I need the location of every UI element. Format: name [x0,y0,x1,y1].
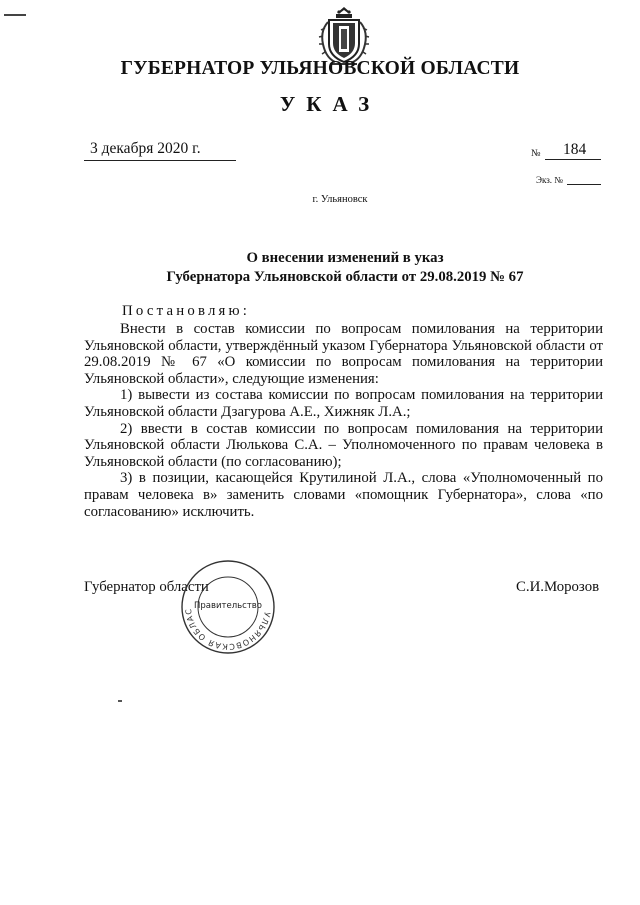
scan-speck [118,700,122,702]
seal-center-text: Правительство [194,601,262,611]
number-sign: № [531,148,541,159]
official-seal-icon [179,558,277,656]
city: г. Ульяновск [312,194,368,205]
body-paragraph: 1) вывести из состава комиссии по вопросам помилования на территории Ульяновской области Дзагурова А.Е., Хижняк Л.А.; [84,387,603,420]
document-body [84,321,603,520]
seal-ring-text: УЛЬЯНОВСКАЯ ОБЛАС [183,607,272,652]
scan-mark [4,14,26,16]
number-underline [545,159,601,160]
document-number: 184 [563,141,587,158]
copy-number-label: Экз. № [536,175,563,185]
date-underline [84,160,236,161]
document-date: 3 декабря 2020 г. [90,140,201,157]
body-paragraph: 3) в позиции, касающейся Крутилиной Л.А., слова «Уполномоченный по правам человека в» заменить словами «помощник Губернатора», слова «по согласованию» исключить. [84,470,603,520]
title-line-1: О внесении изменений в указ [246,250,444,266]
title-line-2: Губернатора Ульяновской области от 29.08.2019 № 67 [166,269,524,285]
document-title [0,249,640,287]
signer-name: С.И.Морозов [516,579,600,595]
copy-number-underline [567,184,601,185]
body-paragraph: 2) ввести в состав комиссии по вопросам помилования на территории Ульяновской области Люлькова С.А. – Уполномоченного по правам человека в Ульяновской области (по согласованию); [84,420,603,470]
issuing-authority: ГУБЕРНАТОР УЛЬЯНОВСКОЙ ОБЛАСТИ [120,58,520,79]
signer-title: Губернатор области [84,579,209,595]
document-type: УКАЗ [279,92,381,116]
body-paragraph: Внести в состав комиссии по вопросам помилования на территории Ульяновской области, утверждённый указом Губернатора Ульяновской области от 29.08.2019 № 67 «О комиссии по вопросам помилования на территории Ульяновской области», следующие изменения: [84,321,603,387]
decree-word: Постановляю: [122,303,251,319]
